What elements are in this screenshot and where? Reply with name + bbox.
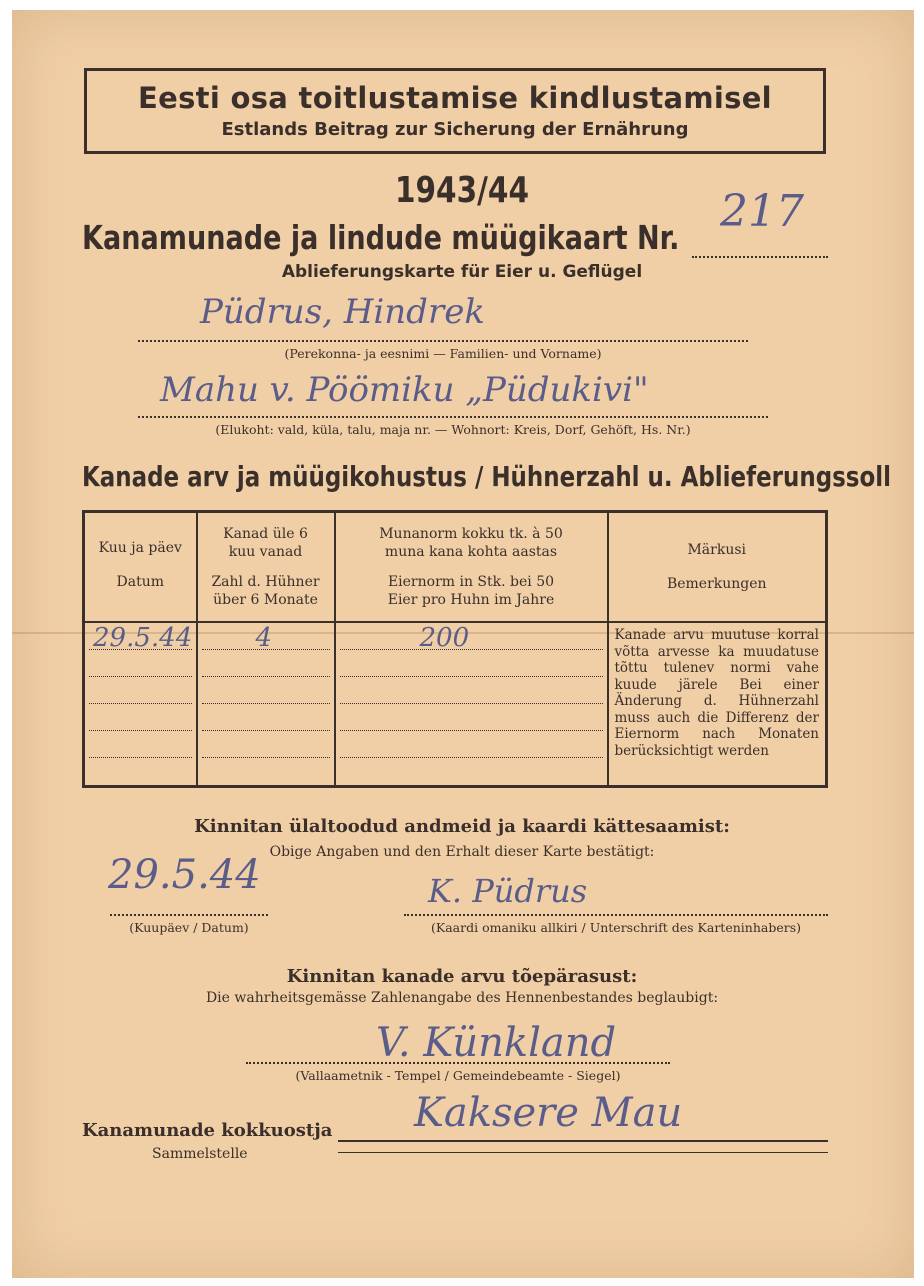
owner-name-caption: (Perekonna- ja eesnimi — Familien- und Vorname) (284, 346, 602, 361)
notes-text: Kanade arvu muutuse korral võtta arvesse ka muudatuse tõttu tulenev normi vahe kuude järele Bei einer Änderung d. Hühnerzahl muss auch die Differenz der Eiernorm nach Monaten berücksichtigt werden (614, 627, 819, 759)
card-subtitle: Ablieferungskarte für Eier u. Geflügel (281, 262, 643, 282)
section-title: Kanade arv ja müügikohustus / Hühnerzahl u. Ablieferungssoll (82, 460, 891, 493)
col-hens-et1: Kanad üle 6 (223, 526, 308, 542)
owner-name-line (138, 340, 748, 342)
col-eggs-de2: Eier pro Huhn im Jahre (387, 592, 555, 608)
header-title: Eesti osa toitlustamise kindlustamisel (138, 81, 772, 115)
col-hens-de1: Zahl d. Hühner (211, 574, 320, 590)
owner-signature-line (404, 914, 828, 916)
col-eggs-de1: Eiernorm in Stk. bei 50 (387, 574, 555, 590)
card-title: Kanamunade ja lindude müügikaart Nr. (82, 218, 680, 257)
entry-date: 29.5.44 (93, 623, 193, 653)
collector-line (338, 1140, 828, 1142)
header-subtitle: Estlands Beitrag zur Sicherung der Ernährung (221, 119, 689, 140)
receipt-date-caption: (Kuupäev / Datum) (129, 920, 249, 935)
receipt-date: 29.5.44 (108, 852, 261, 898)
confirm-receipt-subtitle: Obige Angaben und den Erhalt dieser Karte bestätigt: (269, 844, 655, 860)
confirm-count-title: Kinnitan kanade arvu tõepärasust: (286, 966, 638, 987)
receipt-date-line (110, 914, 268, 916)
col-eggs-et2: muna kana kohta aastas (384, 544, 558, 560)
owner-signature-caption: (Kaardi omaniku allkiri / Unterschrift des Karteninhabers) (431, 920, 801, 935)
col-hens-et2: kuu vanad (228, 544, 303, 560)
entry-eggs: 200 (419, 623, 470, 653)
collector-sublabel: Sammelstelle (152, 1146, 248, 1162)
owner-name: Püdrus, Hindrek (200, 292, 485, 332)
owner-address-caption: (Elukoht: vald, küla, talu, maja nr. — Wohnort: Kreis, Dorf, Gehöft, Hs. Nr.) (215, 422, 691, 437)
official-signature-line (246, 1062, 670, 1064)
collector-label: Kanamunade kokkuostja (82, 1120, 333, 1141)
collector-line-2 (338, 1152, 828, 1153)
owner-signature: K. Püdrus (428, 872, 588, 910)
col-date-de: Datum (116, 574, 164, 590)
official-signature-caption: (Vallaametnik - Tempel / Gemeindebeamte - Siegel) (295, 1068, 621, 1083)
official-signature: V. Künkland (376, 1020, 617, 1066)
header-hens (197, 512, 335, 623)
card-number: 217 (720, 186, 804, 237)
header-date (84, 512, 197, 623)
confirm-receipt-title: Kinnitan ülaltoodud andmeid ja kaardi kättesaamist: (194, 816, 730, 837)
header-box (84, 68, 826, 154)
year-label: 1943/44 (394, 170, 530, 211)
entry-hens: 4 (255, 623, 273, 653)
notes-cell (608, 622, 827, 787)
hen-count-table (82, 510, 828, 788)
col-notes-et: Märkusi (687, 542, 747, 558)
col-date-et: Kuu ja päev (98, 540, 182, 556)
card-number-line (692, 256, 828, 258)
header-eggs (335, 512, 608, 623)
header-notes (608, 512, 827, 623)
col-hens-de2: über 6 Monate (213, 592, 318, 608)
hens-cell (197, 622, 335, 787)
col-eggs-et1: Munanorm kokku tk. à 50 (379, 526, 563, 542)
owner-address-line (138, 416, 768, 418)
col-notes-de: Bemerkungen (666, 576, 767, 592)
date-cell (84, 622, 197, 787)
eggs-cell (335, 622, 608, 787)
confirm-count-subtitle: Die wahrheitsgemässe Zahlenangabe des Hennenbestandes beglaubigt: (205, 990, 719, 1006)
owner-address: Mahu v. Pöömiku „Püdukivi" (160, 370, 649, 410)
collector-value: Kaksere Mau (414, 1090, 683, 1136)
